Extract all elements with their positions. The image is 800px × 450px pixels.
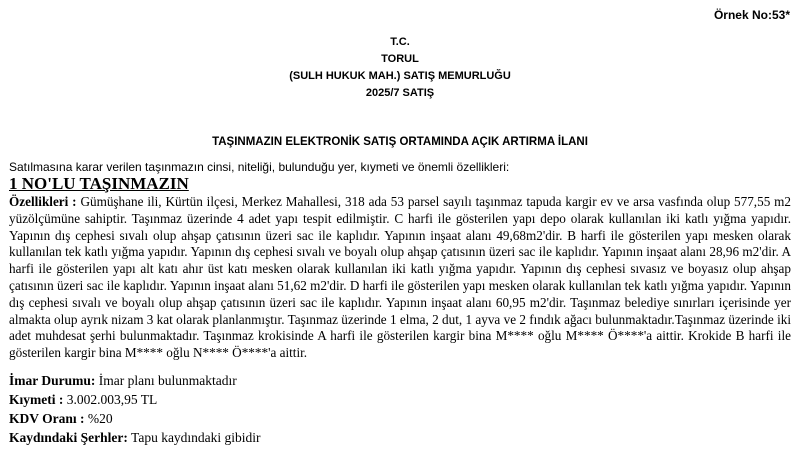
kdv-label: KDV Oranı : bbox=[9, 411, 85, 426]
ornek-number: Örnek No:53* bbox=[713, 8, 790, 22]
kiymeti-value: 3.002.003,95 TL bbox=[63, 392, 158, 407]
announcement-title: TAŞINMAZIN ELEKTRONİK SATIŞ ORTAMINDA AÇIK ARTIRMA İLANI bbox=[212, 136, 588, 148]
intro-text: Satılmasına karar verilen taşınmazın cinsi, niteliği, bulunduğu yer, kıymeti ve önemli özellikleri: bbox=[9, 160, 510, 174]
header-office: (SULH HUKUK MAH.) SATIŞ MEMURLUĞU bbox=[289, 70, 511, 82]
ozellikler-text: Gümüşhane ili, Kürtün ilçesi, Merkez Mahallesi, 318 ada 53 parsel sayılı taşınmaz tapuda kargir ev ve arsa vasfında olup 577,55 m2 yüzölçümüne sahiptir. Taşınmaz üzerinde 4 adet yapı tespit edilmiştir. C harfi ile gösterilen yapı depo olarak kullanılan iki katlı yığma yapıdır. Yapının dış cephesi sıvalı olup ahşap çatısının üzeri sac ile kaplıdır. Yapının inşaat alanı 49,68m2'dir. B harfi ile gösterilen yapı mesken olarak kullanılan tek katlı yığma yapıdır. Yapının dış cephesi sıvalı ve boyalı olup ahşap çatısının üzeri sac ile kaplıdır. Yapının inşaat alanı 28,96 m2'dir. A harfi ile gösterilen yapı alt katı ahır üst katı mesken olarak kullanılan iki katlı yığma yapıdır. Yapının dış cephesi sıvasız ve boyasız olup ahşap çatısının üzeri sac ile kaplıdır. Yapının inşaat alanı 51,62 m2'dir. D harfi ile gösterilen yapı mesken olarak kullanılan tek katlı yığma yapıdır. Yapının dış cephesi sıvalı ve boyalı olup ahşap çatısının üzeri sac ile kaplıdır. Yapının inşaat alanı 60,95 m2'dir. Taşınmaz belediye sınırları içerisinde yer almakta olup ayrık nizam 3 kat olarak planlanmıştır. Taşınmaz üzerinde 1 elma, 2 dut, 1 ayva ve 2 fındık ağacı bulunmaktadır.Taşınmaz üzerinde iki adet muhdesat şerhi bulunmaktadır. Taşınmaz krokisinde A harfi ile gösterilen kargir bina M**** oğlu M**** Ö****'a aittir. Krokide B harfi ile gösterilen kargir bina M**** oğlu N**** Ö****'a aittir. bbox=[9, 194, 792, 361]
property-description bbox=[9, 194, 791, 362]
imar-label: İmar Durumu: bbox=[9, 373, 96, 388]
header-case-number: 2025/7 SATIŞ bbox=[365, 87, 435, 99]
kdv-row bbox=[9, 411, 113, 427]
kiymeti-label: Kıymeti : bbox=[9, 392, 64, 407]
serhler-row bbox=[9, 430, 261, 446]
document-header bbox=[0, 34, 800, 102]
ozellikler-label: Özellikleri : bbox=[9, 194, 77, 209]
header-town: TORUL bbox=[381, 53, 419, 65]
property-heading: 1 NO'LU TAŞINMAZIN bbox=[9, 174, 189, 193]
header-tc: T.C. bbox=[390, 36, 410, 48]
kiymeti-row bbox=[9, 392, 157, 408]
serhler-label: Kaydındaki Şerhler: bbox=[9, 430, 128, 445]
serhler-value: Tapu kaydındaki gibidir bbox=[127, 430, 261, 445]
kdv-value: %20 bbox=[84, 411, 113, 426]
imar-durumu-row bbox=[9, 373, 237, 389]
imar-value: İmar planı bulunmaktadır bbox=[95, 373, 237, 388]
